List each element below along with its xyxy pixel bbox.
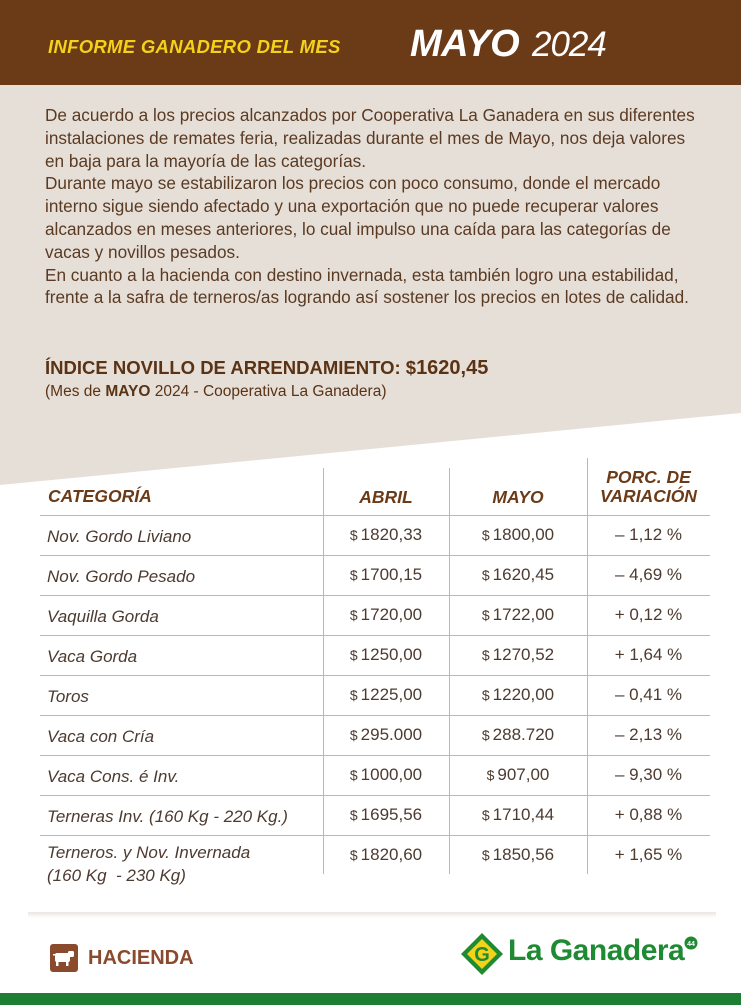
row-april-value: 295.000 (360, 725, 423, 744)
brand-logo-icon (460, 932, 504, 976)
cow-icon (50, 944, 78, 972)
row-may-value: 1620,45 (492, 565, 555, 584)
row-category-line1: Terneros. y Nov. Invernada (47, 843, 251, 862)
currency-symbol: $ (481, 687, 490, 703)
index-value: 1620,45 (416, 357, 489, 379)
row-april (323, 525, 449, 545)
row-may (449, 525, 587, 545)
price-table (40, 458, 710, 893)
intro-paragraph: De acuerdo a los precios alcanzados por Cooperativa La Ganadera en sus diferentes instalaciones de remates feria, realizadas durante el mes de Mayo, nos deja valores en baja para la mayoría de las categorías. (45, 105, 695, 171)
bottom-bar (0, 993, 741, 1005)
currency-symbol: $ (349, 567, 358, 583)
row-variation: – 0,41 % (614, 685, 683, 704)
row-april (323, 805, 449, 825)
row-april-value: 1225,00 (360, 685, 423, 704)
row-may (449, 845, 587, 865)
row-category: Nov. Gordo Pesado (47, 567, 196, 586)
table-row (40, 516, 710, 556)
row-category: Vaquilla Gorda (47, 607, 159, 626)
table-row (40, 796, 710, 836)
row-april-value: 1720,00 (360, 605, 423, 624)
row-category: Nov. Gordo Liviano (47, 527, 192, 546)
currency-symbol: $ (349, 647, 358, 663)
header-month: MAYO (410, 23, 520, 65)
row-variation: + 1,64 % (614, 645, 683, 664)
currency-symbol: $ (349, 767, 358, 783)
currency-symbol: $ (349, 687, 358, 703)
row-may-value: 1722,00 (492, 605, 555, 624)
header-year: 2024 (532, 25, 606, 64)
currency-symbol: $ (349, 727, 358, 743)
row-may-value: 1850,56 (492, 845, 555, 864)
brand-name: La Ganadera (508, 934, 685, 967)
row-category: Vaca Cons. é Inv. (47, 767, 180, 786)
row-category-line2: (160 Kg - 230 Kg) (47, 866, 186, 885)
row-may (449, 725, 587, 745)
header-variation-line1: PORC. DE (606, 467, 691, 487)
table-row (40, 556, 710, 596)
row-may (449, 565, 587, 585)
row-may (449, 685, 587, 705)
row-april (323, 845, 449, 865)
row-april-value: 1700,15 (360, 565, 423, 584)
brand-logo-letter: G (474, 944, 490, 966)
header-banner (0, 0, 741, 85)
row-category: Toros (47, 687, 89, 706)
currency-symbol: $ (481, 607, 490, 623)
row-april (323, 565, 449, 585)
header-april: ABRIL (359, 487, 413, 507)
row-variation: – 4,69 % (614, 565, 683, 584)
row-category (47, 841, 323, 887)
row-variation: – 1,12 % (614, 525, 683, 544)
header-may: MAYO (492, 487, 544, 507)
row-april (323, 645, 449, 665)
row-variation: + 0,12 % (614, 605, 683, 624)
row-april (323, 765, 449, 785)
row-category: Vaca con Cría (47, 727, 155, 746)
row-may (449, 605, 587, 625)
index-note (45, 383, 387, 401)
row-may-value: 1800,00 (492, 525, 555, 544)
brand-logo (460, 930, 700, 976)
index-note-prefix: (Mes de (45, 383, 101, 400)
table-row (40, 676, 710, 716)
currency-symbol: $ (481, 567, 490, 583)
row-april-value: 1695,56 (360, 805, 423, 824)
table-header (40, 458, 710, 516)
row-variation: + 1,65 % (614, 845, 683, 864)
brand-badge (684, 936, 698, 950)
intro-paragraph: Durante mayo se estabilizaron los precios con poco consumo, donde el mercado interno sigue siendo afectado y una exportación que no puede recuperar valores alcanzados en meses anteriores, lo cual impulso una caída para las categorías de vacas y novillos pesados. (45, 173, 671, 262)
currency-symbol: $ (481, 727, 490, 743)
index-label: ÍNDICE NOVILLO DE ARRENDAMIENTO: (45, 357, 401, 378)
intro-text (45, 104, 705, 309)
currency-symbol: $ (349, 807, 358, 823)
row-april (323, 725, 449, 745)
table-row (40, 636, 710, 676)
row-variation: – 2,13 % (614, 725, 683, 744)
row-april (323, 605, 449, 625)
header-category: CATEGORÍA (48, 486, 152, 506)
currency-symbol: $ (481, 647, 490, 663)
row-april-value: 1820,33 (360, 525, 423, 544)
currency-symbol: $ (481, 527, 490, 543)
row-category: Terneras Inv. (160 Kg - 220 Kg.) (47, 807, 288, 826)
row-may-value: 1220,00 (492, 685, 555, 704)
row-april-value: 1250,00 (360, 645, 423, 664)
header-label: INFORME GANADERO DEL MES (48, 36, 341, 57)
header-variation-line2: VARIACIÓN (600, 486, 697, 506)
row-may-value: 1710,44 (492, 805, 555, 824)
intro-paragraph: En cuanto a la hacienda con destino invernada, esta también logro una estabilidad, frente a la safra de terneros/as logrando así sostener los precios en lotes de calidad. (45, 264, 689, 308)
table-row (40, 756, 710, 796)
header-variation (587, 468, 710, 506)
currency-symbol: $ (349, 607, 358, 623)
row-april (323, 685, 449, 705)
brand-badge-text: 44 (687, 941, 695, 948)
currency-symbol: $ (349, 847, 358, 863)
table-row (40, 716, 710, 756)
index-note-suffix: 2024 - Cooperativa La Ganadera) (154, 383, 387, 400)
row-variation: + 0,88 % (614, 805, 683, 824)
row-may-value: 288.720 (492, 725, 555, 744)
table-row (40, 836, 710, 893)
row-may-value: 907,00 (497, 765, 550, 784)
row-april-value: 1820,60 (360, 845, 423, 864)
footer-divider (28, 912, 716, 918)
row-april-value: 1000,00 (360, 765, 423, 784)
index-heading (45, 357, 488, 380)
section-label: HACIENDA (88, 947, 194, 969)
row-variation: – 9,30 % (614, 765, 683, 784)
currency-symbol: $ (481, 807, 490, 823)
currency-symbol: $ (349, 527, 358, 543)
index-note-month: MAYO (105, 383, 151, 400)
row-may-value: 1270,52 (492, 645, 555, 664)
table-row (40, 596, 710, 636)
row-category: Vaca Gorda (47, 647, 138, 666)
row-may (449, 805, 587, 825)
row-may (449, 645, 587, 665)
currency-symbol: $ (486, 767, 495, 783)
currency-symbol: $ (481, 847, 490, 863)
row-may (449, 765, 587, 785)
index-currency: $ (405, 357, 417, 378)
